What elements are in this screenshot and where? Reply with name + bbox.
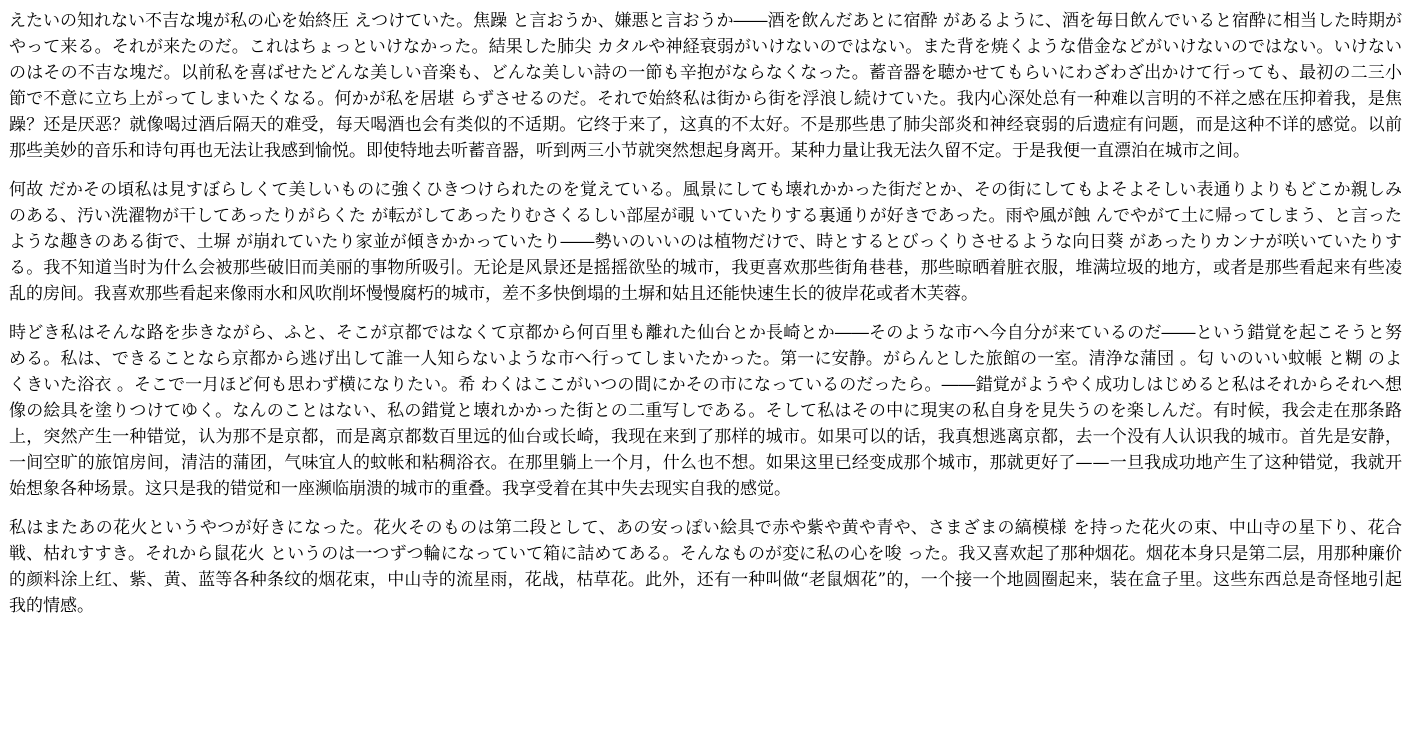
paragraph-4-japanese: 私はまたあの花火というやつが好きになった。花火そのものは第二段として、あの安っぽい絵具で赤や紫や黄や青や、さまざまの縞模様 を持った花火の束、中山寺の星下り、花合戦、枯れすすき。それから鼠花火 というのは一つずつ輪になっていて箱に詰めてある。そんなものが変に私の心を唆 った。 xyxy=(9,518,1402,564)
paragraph-1 xyxy=(9,8,1402,164)
paragraph-2-japanese: 何故 だかその頃私は見すぼらしくて美しいものに強くひきつけられたのを覚えている。風景にしても壊れかかった街だとか、その街にしてもよそよそしい表通りよりもどこか親しみのある、汚い洗濯物が干してあったりがらくた が転がしてあったりむさくるしい部屋が覗 いていたりする裏通りが好きであった。雨や風が蝕 んでやがて土に帰ってしまう、と言ったような趣きのある街で、土塀 が崩れていたり家並が傾きかかっていたり――勢いのいいのは植物だけで、時とするとびっくりさせるような向日葵 があったりカンナが咲いていたりする。 xyxy=(9,180,1402,278)
paragraph-1-chinese: 我内心深处总有一种难以言明的不祥之感在压抑着我，是焦躁？还是厌恶？就像喝过酒后隔天的难受，每天喝酒也会有类似的不适期。它终于来了，这真的不太好。不是那些患了肺尖部炎和神经衰弱的后遗症有问题，而是这种不详的感觉。以前那些美妙的音乐和诗句再也无法让我感到愉悦。即使特地去听蓄音器，听到两三小节就突然想起身离开。某种力量让我无法久留不定。于是我便一直漂泊在城市之间。 xyxy=(9,89,1403,161)
document-body xyxy=(9,8,1402,619)
paragraph-4-chinese: 我又喜欢起了那种烟花。烟花本身只是第二层，用那种廉价的颜料涂上红、紫、黄、蓝等各种条纹的烟花束，中山寺的流星雨，花战，枯草花。此外，还有一种叫做“老鼠烟花”的，一个接一个地圆圈起来，装在盒子里。这些东西总是奇怪地引起我的情感。 xyxy=(9,544,1403,616)
paragraph-4 xyxy=(9,515,1402,619)
paragraph-1-japanese: えたいの知れない不吉な塊が私の心を始終圧 えつけていた。焦躁 と言おうか、嫌悪と言おうか――酒を飲んだあとに宿酔 があるように、酒を毎日飲んでいると宿酔に相当した時期がやって来る。それが来たのだ。これはちょっといけなかった。結果した肺尖 カタルや神経衰弱がいけないのではない。また背を焼くような借金などがいけないのではない。いけないのはその不吉な塊だ。以前私を喜ばせたどんな美しい音楽も、どんな美しい詩の一節も辛抱がならなくなった。蓄音器を聴かせてもらいにわざわざ出かけて行っても、最初の二三小節で不意に立ち上がってしまいたくなる。何かが私を居堪 らずさせるのだ。それで始終私は街から街を浮浪し続けていた。 xyxy=(9,11,1402,109)
paragraph-3-chinese: 有时候，我会走在那条路上，突然产生一种错觉，认为那不是京都，而是离京都数百里远的仙台或长崎，我现在来到了那样的城市。如果可以的话，我真想逃离京都，去一个没有人认识我的城市。首先是安静，一间空旷的旅馆房间，清洁的蒲团，气味宜人的蚊帐和粘稠浴衣。在那里躺上一个月，什么也不想。如果这里已经变成那个城市，那就更好了——一旦我成功地产生了这种错觉，我就开始想象各种场景。这只是我的错觉和一座濒临崩溃的城市的重叠。我享受着在其中失去现实自我的感觉。 xyxy=(9,401,1402,499)
paragraph-3 xyxy=(9,320,1402,502)
paragraph-2-chinese: 我不知道当时为什么会被那些破旧而美丽的事物所吸引。无论是风景还是摇摇欲坠的城市，我更喜欢那些街角巷巷，那些晾晒着脏衣服，堆满垃圾的地方，或者是那些看起来有些凌乱的房间。我喜欢那些看起来像雨水和风吹削坏慢慢腐朽的城市，差不多快倒塌的土塀和姑且还能快速生长的彼岸花或者木芙蓉。 xyxy=(9,258,1403,304)
paragraph-3-japanese: 時どき私はそんな路を歩きながら、ふと、そこが京都ではなくて京都から何百里も離れた仙台とか長崎とか――そのような市へ今自分が来ているのだ――という錯覚を起こそうと努める。私は、できることなら京都から逃げ出して誰一人知らないような市へ行ってしまいたかった。第一に安静。がらんとした旅館の一室。清浄な蒲団 。匂 いのいい蚊帳 と糊 のよくきいた浴衣 。そこで一月ほど何も思わず横になりたい。希 わくはここがいつの間にかその市になっているのだったら。――錯覚がようやく成功しはじめると私はそれからそれへ想像の絵具を塗りつけてゆく。なんのことはない、私の錯覚と壊れかかった街との二重写しである。そして私はその中に現実の私自身を見失うのを楽しんだ。 xyxy=(9,323,1402,421)
paragraph-2 xyxy=(9,177,1402,307)
